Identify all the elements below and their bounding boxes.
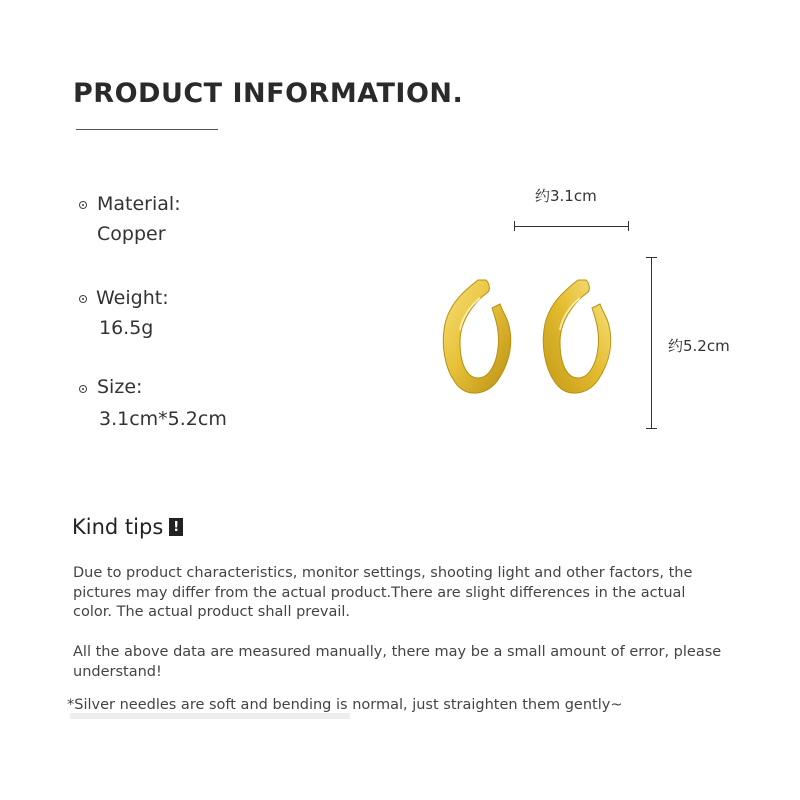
weight-label: Weight:	[96, 287, 169, 309]
material-value: Copper	[97, 223, 166, 245]
width-dimension-label: 约3.1cm	[535, 187, 597, 205]
width-dimension-line	[514, 226, 629, 227]
width-dimension-tick	[514, 221, 515, 231]
bullet-icon	[79, 295, 87, 303]
earrings-image	[430, 270, 630, 410]
weight-value: 16.5g	[99, 317, 154, 339]
height-dimension-tick	[646, 257, 657, 258]
size-label: Size:	[97, 376, 143, 398]
size-value: 3.1cm*5.2cm	[99, 408, 227, 430]
disclaimer-paragraph: Due to product characteristics, monitor settings, shooting light and other factors, the pictures may differ from the actual product.There are slight differences in the actual color. The actual product shall prevail.	[73, 565, 693, 620]
width-dimension-tick	[628, 221, 629, 231]
left-earring-icon	[443, 280, 510, 393]
title-underline	[76, 129, 218, 130]
material-label: Material:	[97, 193, 181, 215]
silver-needle-note: *Silver needles are soft and bending is normal, just straighten them gently~	[67, 697, 623, 713]
warning-icon: !	[169, 518, 183, 536]
right-earring-icon	[543, 280, 610, 393]
note-highlight	[70, 713, 350, 719]
kind-tips-heading	[72, 515, 183, 539]
height-dimension-tick	[646, 428, 657, 429]
height-dimension-line	[651, 257, 652, 429]
bullet-icon	[79, 385, 87, 393]
measurement-paragraph: All the above data are measured manually, there may be a small amount of error, please understand!	[73, 644, 722, 680]
bullet-icon	[79, 201, 87, 209]
kind-tips-title: Kind tips	[72, 515, 164, 539]
page-title: PRODUCT INFORMATION.	[73, 78, 464, 109]
height-dimension-label: 约5.2cm	[668, 337, 730, 355]
